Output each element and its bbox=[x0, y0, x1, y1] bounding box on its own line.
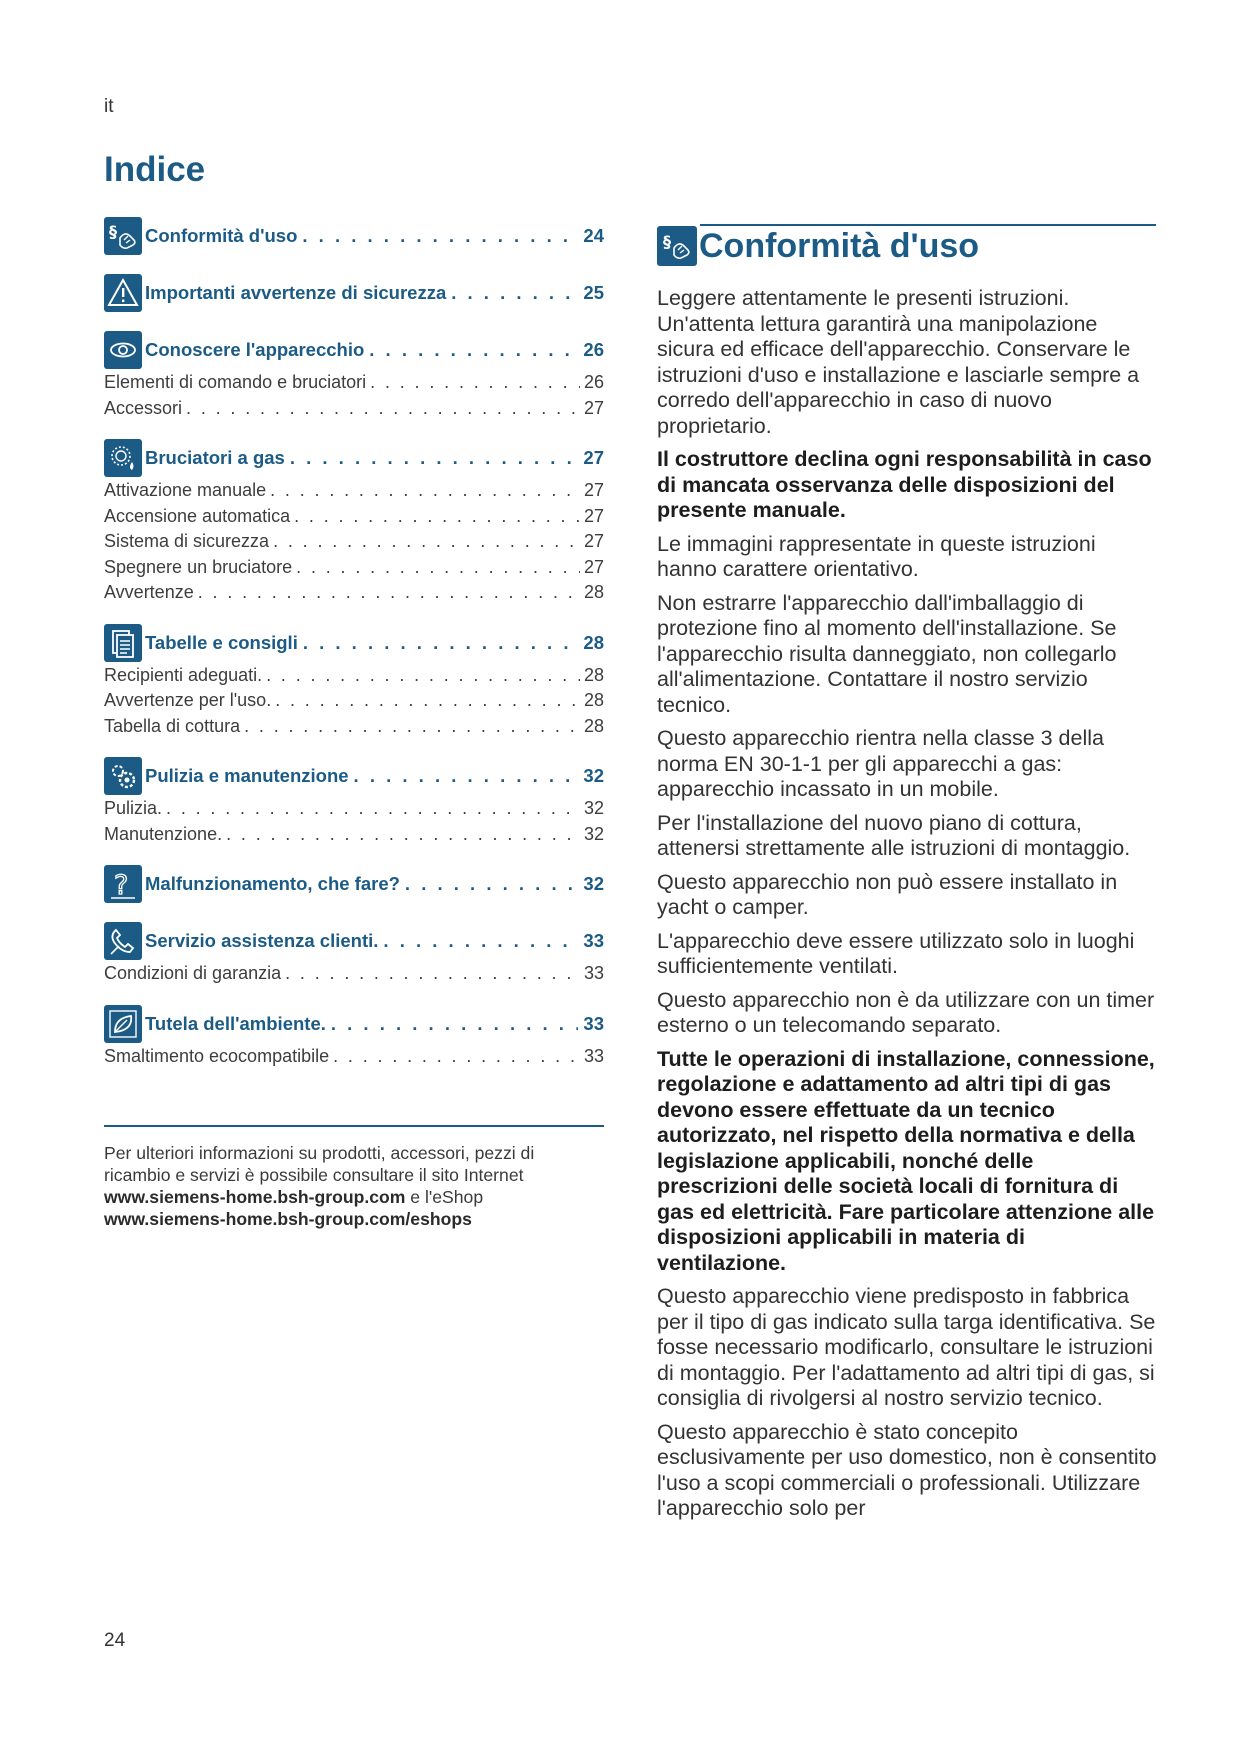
toc-section-label: Tabelle e consigli bbox=[145, 631, 298, 653]
phone-icon bbox=[104, 922, 142, 960]
toc-section-title bbox=[145, 1013, 604, 1035]
toc-section-label: Pulizia e manutenzione bbox=[145, 765, 349, 786]
dot-leader bbox=[290, 447, 579, 469]
toc-section-title bbox=[145, 632, 604, 654]
dot-leader bbox=[370, 370, 580, 396]
toc-section-label: Malfunzionamento, che fare? bbox=[145, 873, 400, 894]
toc-entry-page: 27 bbox=[583, 505, 604, 526]
toc-entry-label: Accessori bbox=[104, 397, 183, 418]
toc-section bbox=[104, 330, 604, 421]
footer-info bbox=[104, 1142, 624, 1230]
toc-entry-label: Tabella di cottura bbox=[104, 715, 241, 736]
dot-leader bbox=[451, 282, 578, 304]
toc-entry[interactable] bbox=[104, 580, 604, 606]
toc-entry[interactable] bbox=[104, 504, 604, 530]
dot-leader bbox=[333, 1044, 580, 1070]
toc-entry[interactable] bbox=[104, 396, 604, 422]
toc-entry-page: 28 bbox=[583, 582, 604, 602]
toc-entry[interactable] bbox=[104, 822, 604, 848]
svg-text:§: § bbox=[663, 232, 671, 251]
leaf-icon bbox=[104, 1005, 142, 1043]
toc-section bbox=[104, 216, 604, 256]
dot-leader bbox=[226, 822, 580, 848]
svg-text:?: ? bbox=[114, 870, 129, 900]
dot-leader bbox=[369, 339, 578, 361]
toc-section-heading[interactable] bbox=[104, 1004, 604, 1044]
toc-page-number: 25 bbox=[583, 282, 604, 303]
dot-leader bbox=[273, 529, 580, 555]
toc-page-number: 27 bbox=[583, 447, 604, 468]
footer-divider bbox=[104, 1125, 604, 1127]
toc-entry-page: 33 bbox=[583, 1045, 604, 1066]
body-paragraph: Le immagini rappresentate in queste istruzioni hanno carattere orientativo. bbox=[657, 531, 1096, 581]
toc-entry-label: Sistema di sicurezza bbox=[104, 531, 270, 551]
toc-section-label: Servizio assistenza clienti. bbox=[145, 930, 379, 951]
eye-icon bbox=[104, 331, 142, 369]
body-paragraph: Questo apparecchio rientra nella classe 3 della norma EN 30-1-1 per gli apparecchi a gas: apparecchio incassato in un mobile. bbox=[657, 726, 1104, 801]
warning-icon bbox=[104, 274, 142, 312]
body-paragraph: Non estrarre l'apparecchio dall'imballaggio di protezione fino al momento dell'installazione. Se l'apparecchio risulta danneggiato, non collegarlo all'alimentazione. Contattare il nostro servizio tecnico. bbox=[657, 590, 1117, 717]
toc-entry-label: Manutenzione. bbox=[104, 823, 223, 844]
toc-entry-page: 27 bbox=[583, 531, 604, 551]
dot-leader bbox=[303, 632, 579, 654]
toc-page-number: 26 bbox=[583, 339, 604, 360]
toc-section-heading[interactable] bbox=[104, 330, 604, 370]
toc-entry-label: Attivazione manuale bbox=[104, 480, 267, 500]
toc-entry[interactable] bbox=[104, 714, 604, 740]
toc-section-heading[interactable] bbox=[104, 864, 604, 904]
toc-entry[interactable] bbox=[104, 370, 604, 396]
toc-section-title bbox=[145, 873, 604, 895]
toc-section-label: Bruciatori a gas bbox=[145, 447, 285, 468]
toc-entry-page: 28 bbox=[583, 664, 604, 685]
footer-line-1: Per ulteriori informazioni su prodotti, accessori, pezzi di bbox=[104, 1143, 535, 1163]
toc-section-label: Importanti avvertenze di sicurezza bbox=[145, 282, 447, 303]
toc-section-heading[interactable] bbox=[104, 921, 604, 961]
section-body bbox=[657, 286, 1157, 1522]
body-paragraph: Per l'installazione del nuovo piano di cottura, attenersi strettamente alle istruzioni di montaggio. bbox=[657, 810, 1131, 860]
document-icon bbox=[104, 624, 142, 662]
toc-entry-label: Recipienti adeguati. bbox=[104, 664, 263, 685]
body-paragraph: Questo apparecchio non è da utilizzare con un timer esterno o un telecomando separato. bbox=[657, 987, 1155, 1037]
footer-mid-text: e l'eShop bbox=[405, 1187, 484, 1207]
toc-entry-label: Condizioni di garanzia bbox=[104, 963, 282, 983]
website-link[interactable]: www.siemens-home.bsh-group.com bbox=[104, 1187, 406, 1207]
dot-leader bbox=[296, 555, 580, 581]
toc-section bbox=[104, 864, 604, 904]
toc-page-number: 32 bbox=[583, 765, 604, 786]
toc-section-title bbox=[145, 930, 604, 952]
dot-leader bbox=[198, 580, 580, 606]
toc-entry-label: Spegnere un bruciatore bbox=[104, 556, 293, 577]
toc-section-heading[interactable] bbox=[104, 273, 604, 313]
toc-entry[interactable] bbox=[104, 478, 604, 504]
dot-leader bbox=[166, 796, 580, 822]
toc-entry[interactable] bbox=[104, 796, 604, 822]
toc-section-title bbox=[145, 282, 604, 304]
burner-icon bbox=[104, 439, 142, 477]
toc-entry[interactable] bbox=[104, 688, 604, 714]
warning-paragraph: Il costruttore declina ogni responsabilità in caso di mancata osservanza delle disposizioni del presente manuale. bbox=[657, 447, 1152, 522]
table-of-contents bbox=[104, 216, 604, 1086]
gears-icon bbox=[104, 757, 142, 795]
dot-leader bbox=[302, 225, 578, 247]
toc-entry-label: Pulizia. bbox=[104, 798, 163, 818]
dot-leader bbox=[405, 873, 579, 895]
dot-leader bbox=[383, 930, 578, 952]
warning-paragraph: Tutte le operazioni di installazione, connessione, regolazione e adattamento ad altri tipi di gas devono essere effettuate da un tecnico autorizzato, nel rispetto della normativa e della legislazione applicabili, nonché delle prescrizioni delle società locali di fornitura di gas ed elettricità. Fare particolare attenzione alle disposizioni applicabili in materia di ventilazione. bbox=[657, 1046, 1155, 1275]
body-paragraph: Questo apparecchio è stato concepito esclusivamente per uso domestico, non è consentito l'uso a scopi commerciali o professionali. Utilizzare l'apparecchio solo per bbox=[657, 1419, 1157, 1520]
toc-section bbox=[104, 921, 604, 987]
toc-entry-page: 32 bbox=[583, 798, 604, 818]
toc-entry-label: Elementi di comando e bruciatori bbox=[104, 372, 367, 392]
conformity-section bbox=[657, 222, 1157, 1530]
dot-leader bbox=[270, 478, 580, 504]
toc-section-title bbox=[145, 765, 604, 787]
footer-line-2: ricambio e servizi è possibile consultare il sito Internet bbox=[104, 1165, 524, 1185]
toc-section bbox=[104, 273, 604, 313]
toc-section-title bbox=[145, 339, 604, 361]
toc-section-title bbox=[145, 447, 604, 469]
toc-section-label: Conoscere l'apparecchio bbox=[145, 339, 365, 360]
dot-leader bbox=[186, 396, 580, 422]
toc-entry[interactable] bbox=[104, 1044, 604, 1070]
toc-entry-label: Avvertenze bbox=[104, 582, 194, 602]
eshop-link[interactable]: www.siemens-home.bsh-group.com/eshops bbox=[104, 1209, 472, 1229]
dot-leader bbox=[331, 1013, 579, 1035]
index-title: Indice bbox=[104, 150, 206, 189]
toc-section-heading[interactable] bbox=[104, 623, 604, 663]
toc-section bbox=[104, 1004, 604, 1070]
toc-section bbox=[104, 623, 604, 740]
toc-page-number: 33 bbox=[583, 930, 604, 951]
question-icon bbox=[104, 865, 142, 903]
toc-page-number: 24 bbox=[583, 225, 604, 246]
conformity-icon bbox=[657, 226, 697, 266]
body-paragraph: L'apparecchio deve essere utilizzato solo in luoghi sufficientemente ventilati. bbox=[657, 928, 1135, 978]
toc-entry[interactable] bbox=[104, 555, 604, 581]
toc-entry-page: 33 bbox=[583, 963, 604, 983]
body-paragraph: Leggere attentamente le presenti istruzioni. Un'attenta lettura garantirà una manipolazione sicura ed efficace dell'apparecchio. Conservare le istruzioni d'uso e installazione e lasciarle sempre a corredo dell'apparecchio in caso di nuovo proprietario. bbox=[657, 286, 1140, 438]
language-code: it bbox=[104, 96, 114, 117]
page-number: 24 bbox=[104, 1630, 126, 1651]
toc-entry-page: 27 bbox=[583, 480, 604, 500]
toc-section-label: Conformità d'uso bbox=[145, 225, 298, 246]
toc-entry-page: 28 bbox=[583, 715, 604, 736]
toc-entry-page: 32 bbox=[583, 823, 604, 844]
toc-entry-page: 26 bbox=[583, 372, 604, 392]
dot-leader bbox=[244, 714, 580, 740]
dot-leader bbox=[266, 663, 580, 689]
toc-entry-page: 27 bbox=[583, 556, 604, 577]
toc-section-label: Tutela dell'ambiente. bbox=[145, 1012, 326, 1034]
toc-entry-label: Avvertenze per l'uso. bbox=[104, 690, 272, 710]
toc-entry-page: 27 bbox=[583, 397, 604, 418]
dot-leader bbox=[294, 504, 580, 530]
body-paragraph: Questo apparecchio non può essere installato in yacht o camper. bbox=[657, 869, 1118, 919]
dot-leader bbox=[285, 961, 580, 987]
toc-section bbox=[104, 438, 604, 606]
body-paragraph: Questo apparecchio viene predisposto in fabbrica per il tipo di gas indicato sulla targa identificativa. Se fosse necessario modificarlo, consultare le istruzioni di montaggio. Per l'adattamento ad altri tipi di gas, si consiglia di rivolgersi al nostro servizio tecnico. bbox=[657, 1284, 1156, 1410]
toc-page-number: 32 bbox=[583, 873, 604, 894]
toc-section-heading[interactable] bbox=[104, 216, 604, 256]
section-title: Conformità d'uso bbox=[699, 226, 980, 265]
toc-entry[interactable] bbox=[104, 663, 604, 689]
toc-entry[interactable] bbox=[104, 529, 604, 555]
toc-entry-label: Accensione automatica bbox=[104, 505, 291, 526]
dot-leader bbox=[354, 765, 579, 787]
dot-leader bbox=[275, 688, 580, 714]
toc-entry-label: Smaltimento ecocompatibile bbox=[104, 1045, 330, 1066]
toc-entry[interactable] bbox=[104, 961, 604, 987]
toc-page-number: 33 bbox=[583, 1012, 604, 1034]
svg-text:§: § bbox=[109, 222, 117, 241]
toc-section-title bbox=[145, 225, 604, 247]
toc-entry-page: 28 bbox=[583, 690, 604, 710]
toc-section bbox=[104, 756, 604, 847]
toc-section-heading[interactable] bbox=[104, 756, 604, 796]
toc-section-heading[interactable] bbox=[104, 438, 604, 478]
section-header bbox=[657, 222, 1157, 270]
toc-page-number: 28 bbox=[583, 631, 604, 653]
conformity-icon bbox=[104, 217, 142, 255]
